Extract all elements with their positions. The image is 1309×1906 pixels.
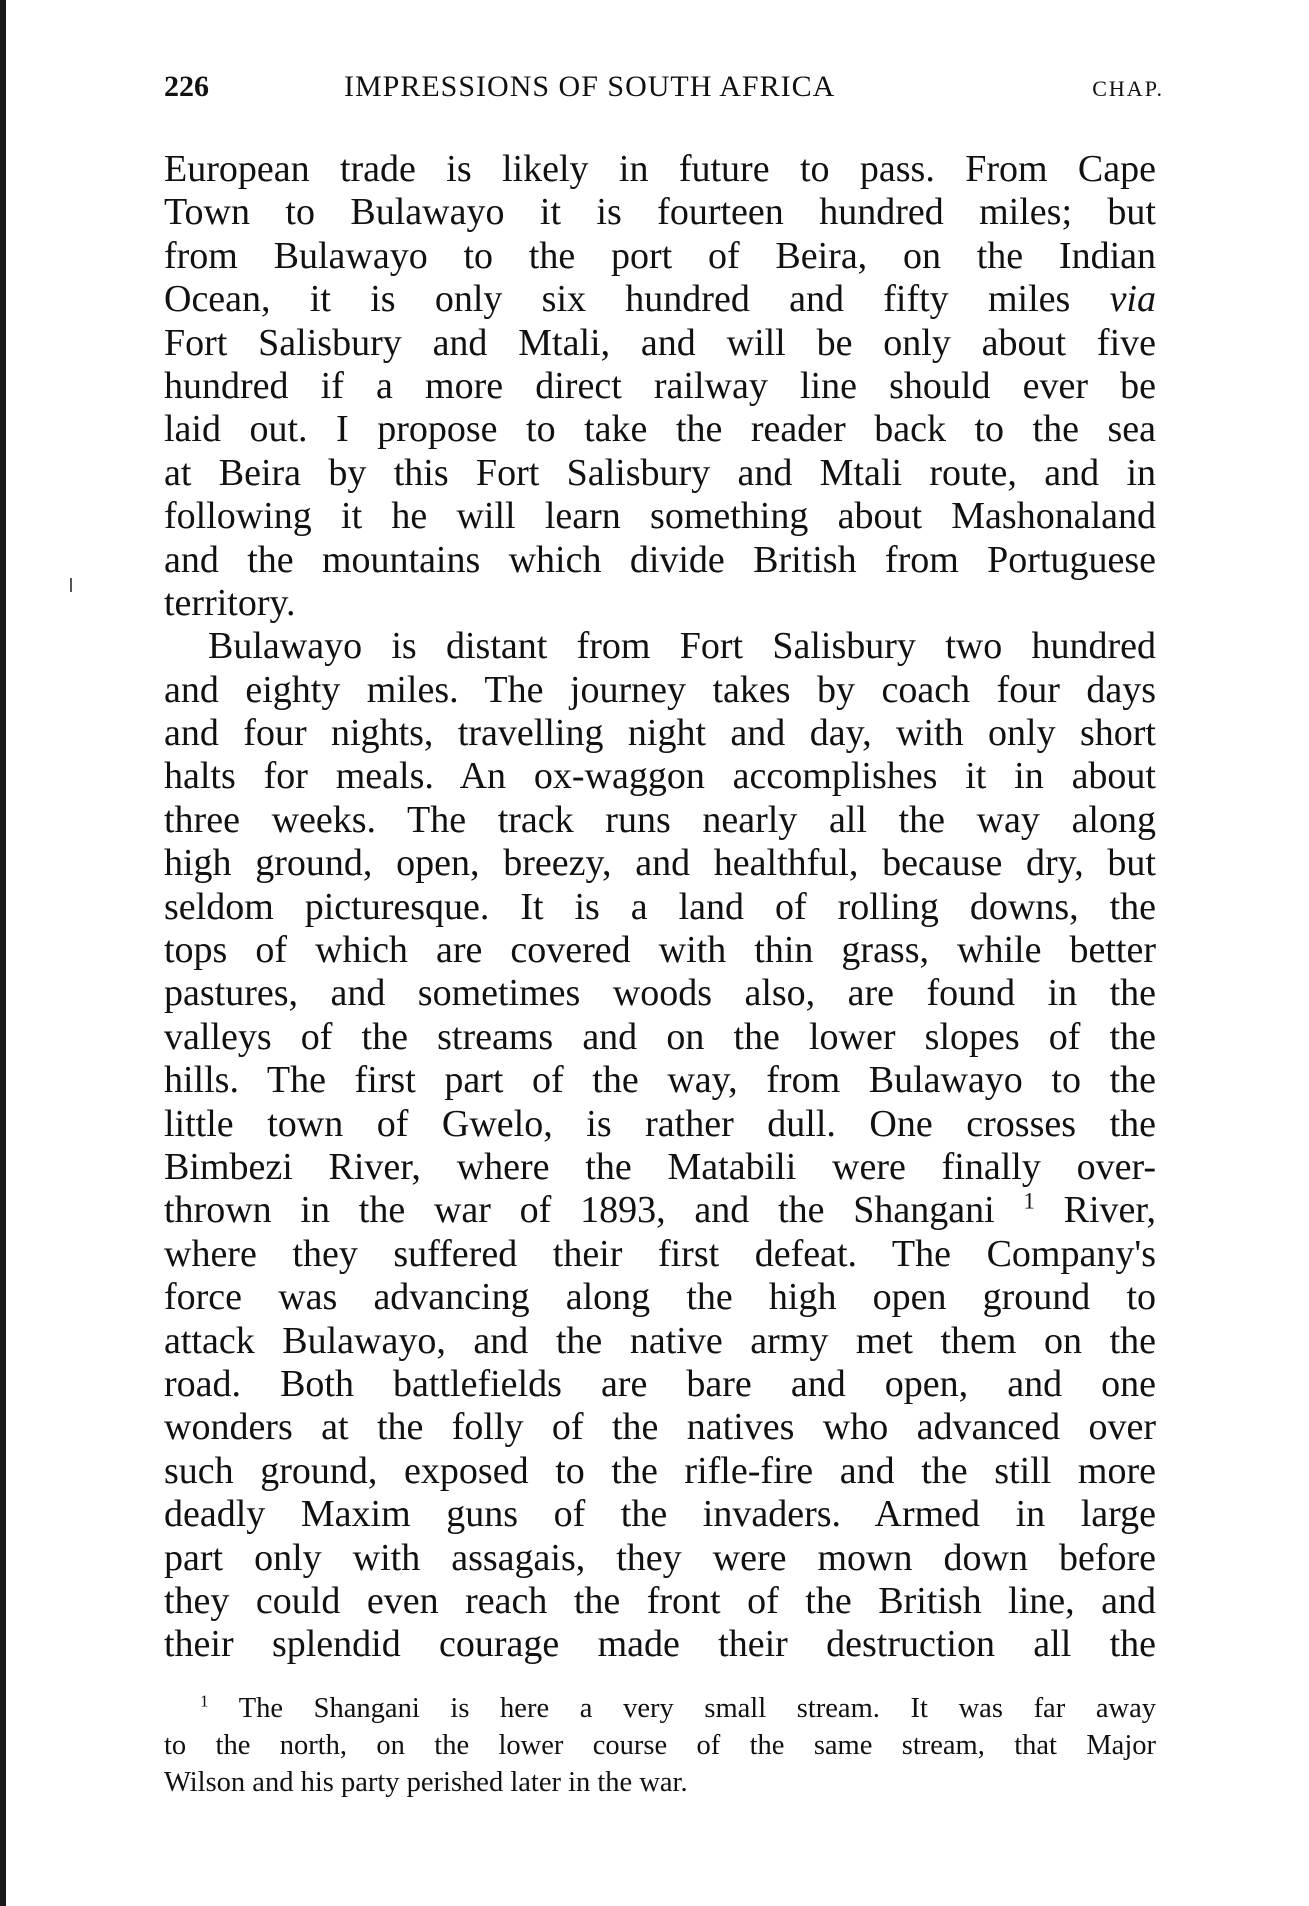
body-line: and eighty miles. The journey takes by coach four days [164,668,1156,711]
chapter-mark: CHAP. [1092,76,1164,101]
body-line: hills. The first part of the way, from Bulawayo to the [164,1059,1156,1102]
running-head [164,70,1164,110]
body-line: road. Both battlefields are bare and open, and one [164,1362,1156,1405]
page-number: 226 [164,70,209,103]
body-line: seldom picturesque. It is a land of rolling downs, the [164,885,1156,928]
body-text [164,148,1156,1667]
italic-word: via [1109,278,1156,321]
body-line: force was advancing along the high open ground to [164,1276,1156,1319]
margin-mark [70,578,72,592]
footnote-line-text: The Shangani is here a very small stream. It was far away [238,1693,1156,1724]
footnote-line: Wilson and his party perished later in the war. [164,1767,688,1798]
body-line-with-footnote [164,1189,1156,1232]
body-line: high ground, open, breezy, and healthful, because dry, but [164,842,1156,885]
body-line: where they suffered their first defeat. The Company's [164,1232,1156,1275]
body-line: such ground, exposed to the rifle-fire and the still more [164,1449,1156,1492]
body-line-fragment: River, [1063,1189,1157,1232]
body-line: Ocean, it is only six hundred and fifty miles via [164,278,1156,321]
body-line: Town to Bulawayo it is fourteen hundred miles; but [164,191,1156,234]
body-line: attack Bulawayo, and the native army met them on the [164,1319,1156,1362]
body-line: little town of Gwelo, is rather dull. One crosses the [164,1102,1156,1145]
body-line: and the mountains which divide British from Portuguese [164,538,1156,581]
body-line: wonders at the folly of the natives who advanced over [164,1406,1156,1449]
body-line: Bulawayo is distant from Fort Salisbury two hundred [208,625,1156,668]
running-title: IMPRESSIONS OF SOUTH AFRICA [344,70,836,103]
body-line: Bimbezi River, where the Matabili were finally over- [164,1145,1156,1188]
body-line: they could even reach the front of the British line, and [164,1579,1156,1622]
body-line: valleys of the streams and on the lower slopes of the [164,1015,1156,1058]
footnote-marker: 1 [200,1691,209,1711]
footnote-line: to the north, on the lower course of the same stream, that Major [164,1730,1156,1761]
body-line: their splendid courage made their destruction all the [164,1623,1156,1666]
body-line: pastures, and sometimes woods also, are found in the [164,972,1156,1015]
body-line: laid out. I propose to take the reader back to the sea [164,408,1156,451]
body-line: deadly Maxim guns of the invaders. Armed in large [164,1493,1156,1536]
body-line: European trade is likely in future to pass. From Cape [164,148,1156,190]
body-line: territory. [164,581,296,624]
body-line: from Bulawayo to the port of Beira, on the Indian [164,234,1156,277]
body-line: Fort Salisbury and Mtali, and will be only about five [164,321,1156,364]
body-line: hundred if a more direct railway line should ever be [164,364,1156,407]
body-line: part only with assagais, they were mown down before [164,1536,1156,1579]
footnote-line [164,1690,1156,1727]
page-left-edge-rule [0,0,6,1906]
footnote [164,1690,1156,1801]
body-line: following it he will learn something about Mashonaland [164,495,1156,538]
body-line: halts for meals. An ox-waggon accomplishes it in about [164,755,1156,798]
body-line: and four nights, travelling night and day, with only short [164,712,1156,755]
body-line-fragment: thrown in the war of 1893, and the Shangani [164,1189,995,1232]
footnote-reference[interactable]: 1 [1023,1188,1035,1214]
body-line: three weeks. The track runs nearly all the way along [164,798,1156,841]
body-line: tops of which are covered with thin grass, while better [164,929,1156,972]
body-line: at Beira by this Fort Salisbury and Mtali route, and in [164,451,1156,494]
